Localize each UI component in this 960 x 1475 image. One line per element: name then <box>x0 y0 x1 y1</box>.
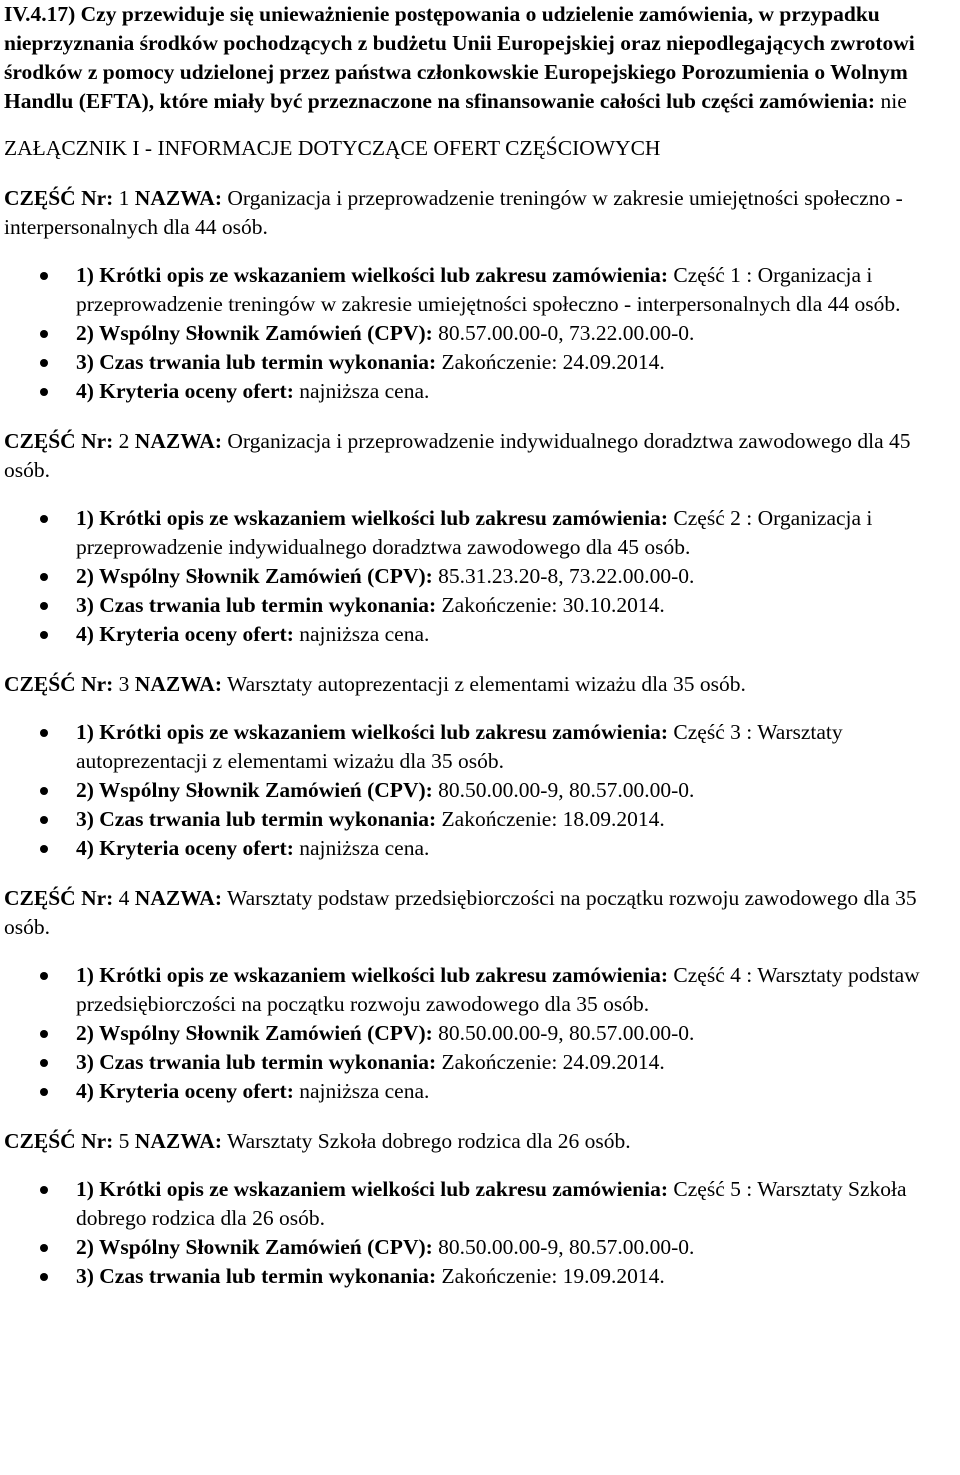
item-label: 1) Krótki opis ze wskazaniem wielkości lub zakresu zamówienia: <box>76 963 669 987</box>
part-name: Organizacja i przeprowadzenie treningów w zakresie umiejętności społeczno -interpersonalnych dla 44 osób. <box>4 186 903 239</box>
item-label: 3) Czas trwania lub termin wykonania: <box>76 1264 437 1288</box>
short-description-item <box>76 961 956 1019</box>
intro-question: IV.4.17) Czy przewiduje się unieważnienie postępowania o udzielenie zamówienia, w przypadku nieprzyznania środków pochodzących z budżetu Unii Europejskiej oraz niepodlegających zwrotowi środków z pomocy udzielonej przez państwa członkowskie Europejskiego Porozumienia o Wolnym Handlu (EFTA), które miały być przeznaczone na sfinansowanie całości lub części zamówienia: <box>4 2 915 113</box>
intro-answer: nie <box>880 89 907 113</box>
item-value: Część 5 : Warsztaty Szkoła dobrego rodzica dla 26 osób. <box>76 1177 907 1230</box>
part-name: Warsztaty autoprezentacji z elementami wizażu dla 35 osób. <box>227 672 746 696</box>
part-number: 2 <box>118 429 130 453</box>
item-value: Część 4 : Warsztaty podstaw przedsiębiorczości na początku rozwoju zawodowego dla 35 osób. <box>76 963 920 1016</box>
item-label: 2) Wspólny Słownik Zamówień (CPV): <box>76 321 433 345</box>
cpv-item <box>76 1233 956 1262</box>
item-value: 80.50.00.00-9, 80.57.00.00-0. <box>438 1235 695 1259</box>
completion-item <box>76 1048 956 1077</box>
part-nr-label: CZĘŚĆ Nr: <box>4 672 114 696</box>
part-nr-label: CZĘŚĆ Nr: <box>4 886 114 910</box>
item-label: 4) Kryteria oceny ofert: <box>76 622 294 646</box>
item-value: Zakończenie: 19.09.2014. <box>441 1264 665 1288</box>
part-heading <box>4 1127 956 1156</box>
part-number: 1 <box>118 186 130 210</box>
part-section <box>4 670 956 863</box>
part-details-list <box>4 718 956 863</box>
section-iv-4-17 <box>4 0 956 116</box>
part-section <box>4 1127 956 1291</box>
item-value: Zakończenie: 24.09.2014. <box>441 1050 665 1074</box>
item-value: Część 2 : Organizacja i przeprowadzenie indywidualnego doradztwa zawodowego dla 45 osób. <box>76 506 873 559</box>
annex-title: ZAŁĄCZNIK I - INFORMACJE DOTYCZĄCE OFERT CZĘŚCIOWYCH <box>4 136 661 160</box>
item-label: 4) Kryteria oceny ofert: <box>76 836 294 860</box>
item-value: 80.50.00.00-9, 80.57.00.00-0. <box>438 1021 695 1045</box>
part-name-label: NAZWA: <box>134 1129 222 1153</box>
item-label: 4) Kryteria oceny ofert: <box>76 1079 294 1103</box>
item-value: najniższa cena. <box>299 622 430 646</box>
part-section <box>4 884 956 1106</box>
item-value: najniższa cena. <box>299 379 430 403</box>
cpv-item <box>76 1019 956 1048</box>
short-description-item <box>76 504 956 562</box>
completion-item <box>76 348 956 377</box>
item-label: 1) Krótki opis ze wskazaniem wielkości lub zakresu zamówienia: <box>76 1177 669 1201</box>
part-details-list <box>4 961 956 1106</box>
part-number: 5 <box>118 1129 130 1153</box>
criteria-item <box>76 377 956 406</box>
part-name: Warsztaty podstaw przedsiębiorczości na początku rozwoju zawodowego dla 35 osób. <box>4 886 917 939</box>
part-nr-label: CZĘŚĆ Nr: <box>4 1129 114 1153</box>
completion-item <box>76 591 956 620</box>
document-page <box>4 0 956 1291</box>
item-value: najniższa cena. <box>299 1079 430 1103</box>
part-number: 4 <box>118 886 130 910</box>
part-heading <box>4 884 956 942</box>
short-description-item <box>76 261 956 319</box>
part-name-label: NAZWA: <box>134 186 222 210</box>
completion-item <box>76 805 956 834</box>
part-details-list <box>4 1175 956 1291</box>
cpv-item <box>76 776 956 805</box>
part-details-list <box>4 261 956 406</box>
item-label: 2) Wspólny Słownik Zamówień (CPV): <box>76 564 433 588</box>
criteria-item <box>76 1077 956 1106</box>
short-description-item <box>76 1175 956 1233</box>
item-value: 80.57.00.00-0, 73.22.00.00-0. <box>438 321 695 345</box>
part-heading <box>4 427 956 485</box>
part-nr-label: CZĘŚĆ Nr: <box>4 186 114 210</box>
part-details-list <box>4 504 956 649</box>
part-section <box>4 427 956 649</box>
part-name: Organizacja i przeprowadzenie indywidualnego doradztwa zawodowego dla 45 osób. <box>4 429 911 482</box>
part-name-label: NAZWA: <box>134 672 222 696</box>
item-value: Część 3 : Warsztaty autoprezentacji z elementami wizażu dla 35 osób. <box>76 720 843 773</box>
part-section <box>4 184 956 406</box>
item-value: Zakończenie: 18.09.2014. <box>441 807 665 831</box>
item-value: Część 1 : Organizacja i przeprowadzenie treningów w zakresie umiejętności społeczno - interpersonalnych dla 44 osób. <box>76 263 901 316</box>
part-name: Warsztaty Szkoła dobrego rodzica dla 26 osób. <box>227 1129 631 1153</box>
part-heading <box>4 670 956 699</box>
short-description-item <box>76 718 956 776</box>
part-name-label: NAZWA: <box>134 429 222 453</box>
item-label: 2) Wspólny Słownik Zamówień (CPV): <box>76 778 433 802</box>
item-label: 1) Krótki opis ze wskazaniem wielkości lub zakresu zamówienia: <box>76 263 669 287</box>
item-label: 2) Wspólny Słownik Zamówień (CPV): <box>76 1021 433 1045</box>
criteria-item <box>76 620 956 649</box>
item-label: 4) Kryteria oceny ofert: <box>76 379 294 403</box>
cpv-item <box>76 319 956 348</box>
cpv-item <box>76 562 956 591</box>
item-label: 2) Wspólny Słownik Zamówień (CPV): <box>76 1235 433 1259</box>
item-label: 3) Czas trwania lub termin wykonania: <box>76 1050 437 1074</box>
item-label: 3) Czas trwania lub termin wykonania: <box>76 350 437 374</box>
part-name-label: NAZWA: <box>134 886 222 910</box>
item-label: 1) Krótki opis ze wskazaniem wielkości lub zakresu zamówienia: <box>76 720 669 744</box>
criteria-item <box>76 834 956 863</box>
item-value: 80.50.00.00-9, 80.57.00.00-0. <box>438 778 695 802</box>
item-value: Zakończenie: 24.09.2014. <box>441 350 665 374</box>
item-label: 1) Krótki opis ze wskazaniem wielkości lub zakresu zamówienia: <box>76 506 669 530</box>
item-value: Zakończenie: 30.10.2014. <box>441 593 665 617</box>
part-heading <box>4 184 956 242</box>
parts-list <box>4 184 956 1291</box>
part-number: 3 <box>118 672 130 696</box>
item-label: 3) Czas trwania lub termin wykonania: <box>76 593 437 617</box>
part-nr-label: CZĘŚĆ Nr: <box>4 429 114 453</box>
item-label: 3) Czas trwania lub termin wykonania: <box>76 807 437 831</box>
item-value: 85.31.23.20-8, 73.22.00.00-0. <box>438 564 695 588</box>
completion-item <box>76 1262 956 1291</box>
item-value: najniższa cena. <box>299 836 430 860</box>
